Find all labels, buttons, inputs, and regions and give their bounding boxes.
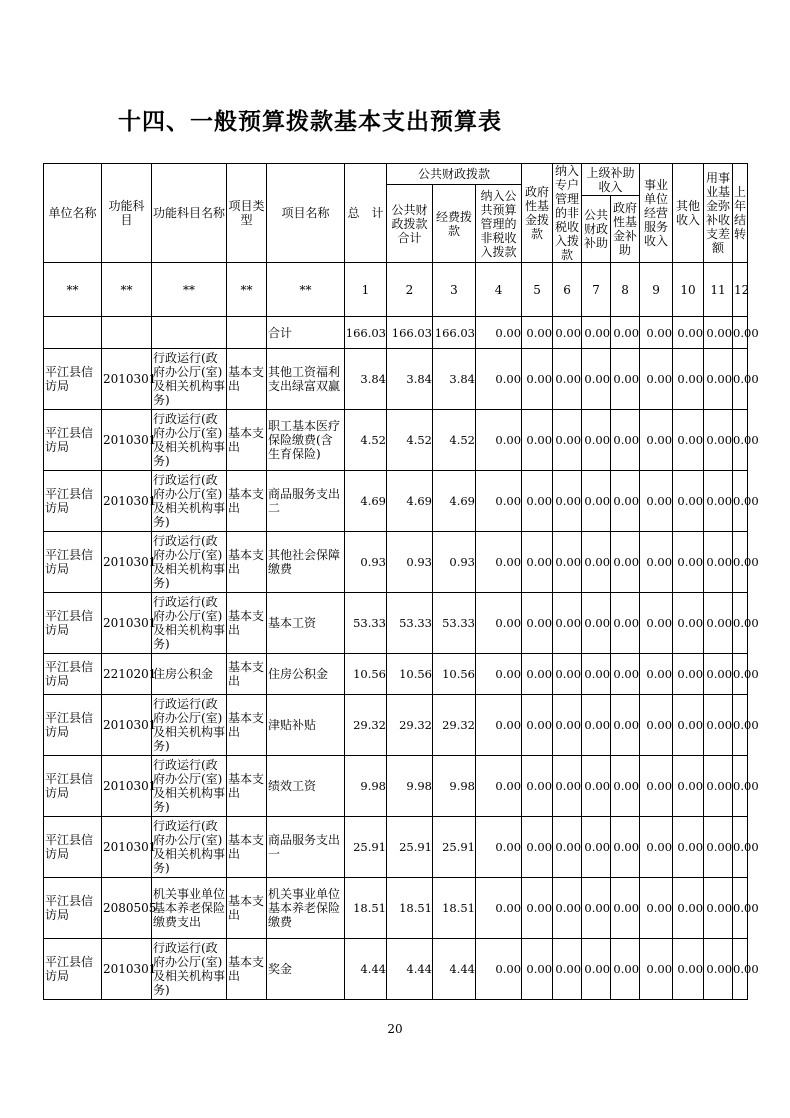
zero-cell: 0.00 (582, 410, 611, 471)
index-num: 7 (582, 263, 611, 317)
index-star: ** (152, 263, 227, 317)
pf-total-cell: 3.84 (387, 349, 433, 410)
zero-cell: 0.00 (582, 654, 611, 695)
pf-total-cell: 53.33 (387, 593, 433, 654)
total-label: 合计 (267, 317, 345, 349)
zero-cell: 0.00 (611, 532, 640, 593)
unit-cell: 平江县信访局 (44, 593, 102, 654)
zero-cell: 0.00 (704, 349, 733, 410)
func-name-cell: 行政运行(政府办公厅(室)及相关机构事务) (152, 532, 227, 593)
total-nontax: 0.00 (476, 317, 522, 349)
total-cell: 10.56 (345, 654, 387, 695)
func-name-cell: 行政运行(政府办公厅(室)及相关机构事务) (152, 695, 227, 756)
func-name-cell: 行政运行(政府办公厅(室)及相关机构事务) (152, 756, 227, 817)
header-func-code: 功能科目 (102, 164, 152, 263)
code-cell: 2010301 (102, 695, 152, 756)
total-cell: 4.69 (345, 471, 387, 532)
zero-cell: 0.00 (582, 349, 611, 410)
zero-cell: 0.00 (611, 410, 640, 471)
zero-cell: 0.00 (704, 471, 733, 532)
item-cell: 商品服务支出一 (267, 817, 345, 878)
zero-cell: 0.00 (704, 817, 733, 878)
header-upper-subsidy: 上级补助收入 (582, 164, 640, 196)
zero-cell: 0.00 (582, 756, 611, 817)
total-cell: 29.32 (345, 695, 387, 756)
nontax-cell: 0.00 (476, 654, 522, 695)
code-cell: 2210201 (102, 654, 152, 695)
unit-cell: 平江县信访局 (44, 654, 102, 695)
zero-cell: 0.00 (522, 756, 553, 817)
zero-cell: 0.00 (640, 532, 673, 593)
total-zero: 0.00 (733, 317, 748, 349)
index-num: 11 (704, 263, 733, 317)
total-zero: 0.00 (522, 317, 553, 349)
zero-cell: 0.00 (733, 939, 748, 1000)
item-cell: 住房公积金 (267, 654, 345, 695)
code-cell: 2010301 (102, 756, 152, 817)
funding-cell: 0.93 (433, 532, 476, 593)
total-zero: 0.00 (611, 317, 640, 349)
total-zero: 0.00 (640, 317, 673, 349)
zero-cell: 0.00 (733, 532, 748, 593)
zero-cell: 0.00 (640, 878, 673, 939)
code-cell: 2010301 (102, 349, 152, 410)
nontax-cell: 0.00 (476, 756, 522, 817)
nontax-cell: 0.00 (476, 410, 522, 471)
table-row (44, 939, 748, 1000)
zero-cell: 0.00 (611, 939, 640, 1000)
total-zero: 0.00 (553, 317, 582, 349)
item-cell: 职工基本医疗保险缴费(含生育保险) (267, 410, 345, 471)
header-pf-total: 公共财政拨款合计 (387, 185, 433, 263)
pf-total-cell: 4.52 (387, 410, 433, 471)
func-name-cell: 住房公积金 (152, 654, 227, 695)
pf-total-cell: 0.93 (387, 532, 433, 593)
total-pf: 166.03 (387, 317, 433, 349)
item-cell: 机关事业单位基本养老保险缴费 (267, 878, 345, 939)
zero-cell: 0.00 (640, 349, 673, 410)
zero-cell: 0.00 (553, 532, 582, 593)
header-upper-public: 公共财政补助 (582, 196, 611, 263)
header-public-finance: 公共财政拨款 (387, 164, 522, 185)
zero-cell: 0.00 (640, 695, 673, 756)
index-star: ** (267, 263, 345, 317)
zero-cell: 0.00 (522, 593, 553, 654)
index-num: 9 (640, 263, 673, 317)
funding-cell: 9.98 (433, 756, 476, 817)
total-zero: 0.00 (582, 317, 611, 349)
type-cell: 基本支出 (227, 349, 267, 410)
zero-cell: 0.00 (522, 939, 553, 1000)
table-row (44, 756, 748, 817)
zero-cell: 0.00 (704, 532, 733, 593)
page-number: 20 (387, 1022, 403, 1036)
pf-total-cell: 18.51 (387, 878, 433, 939)
zero-cell: 0.00 (553, 756, 582, 817)
func-name-cell: 行政运行(政府办公厅(室)及相关机构事务) (152, 410, 227, 471)
unit-cell: 平江县信访局 (44, 939, 102, 1000)
header-funding: 经费拨款 (433, 185, 476, 263)
index-star: ** (44, 263, 102, 317)
pf-total-cell: 10.56 (387, 654, 433, 695)
zero-cell: 0.00 (522, 878, 553, 939)
nontax-cell: 0.00 (476, 817, 522, 878)
zero-cell: 0.00 (640, 593, 673, 654)
zero-cell: 0.00 (733, 593, 748, 654)
zero-cell: 0.00 (611, 654, 640, 695)
zero-cell: 0.00 (611, 878, 640, 939)
header-carryover: 上年结转 (733, 164, 748, 263)
header-item-name: 项目名称 (267, 164, 345, 263)
index-num: 1 (345, 263, 387, 317)
zero-cell: 0.00 (553, 878, 582, 939)
header-item-type: 项目类型 (227, 164, 267, 263)
zero-cell: 0.00 (522, 817, 553, 878)
funding-cell: 4.44 (433, 939, 476, 1000)
func-name-cell: 行政运行(政府办公厅(室)及相关机构事务) (152, 817, 227, 878)
zero-cell: 0.00 (704, 878, 733, 939)
zero-cell: 0.00 (553, 471, 582, 532)
zero-cell: 0.00 (733, 654, 748, 695)
table-row (44, 654, 748, 695)
zero-cell: 0.00 (582, 878, 611, 939)
funding-cell: 29.32 (433, 695, 476, 756)
item-cell: 基本工资 (267, 593, 345, 654)
pf-total-cell: 25.91 (387, 817, 433, 878)
zero-cell: 0.00 (733, 471, 748, 532)
zero-cell: 0.00 (582, 593, 611, 654)
zero-cell: 0.00 (522, 349, 553, 410)
total-zero: 0.00 (704, 317, 733, 349)
unit-cell: 平江县信访局 (44, 878, 102, 939)
total-funding: 166.03 (433, 317, 476, 349)
unit-cell: 平江县信访局 (44, 756, 102, 817)
zero-cell: 0.00 (553, 593, 582, 654)
zero-cell: 0.00 (522, 532, 553, 593)
zero-cell: 0.00 (704, 695, 733, 756)
type-cell: 基本支出 (227, 654, 267, 695)
zero-cell: 0.00 (673, 471, 704, 532)
total-cell: 3.84 (345, 349, 387, 410)
total-cell: 9.98 (345, 756, 387, 817)
item-cell: 商品服务支出二 (267, 471, 345, 532)
zero-cell: 0.00 (522, 471, 553, 532)
funding-cell: 10.56 (433, 654, 476, 695)
zero-cell: 0.00 (673, 349, 704, 410)
item-cell: 其他社会保障缴费 (267, 532, 345, 593)
zero-cell: 0.00 (640, 410, 673, 471)
type-cell: 基本支出 (227, 695, 267, 756)
unit-cell: 平江县信访局 (44, 349, 102, 410)
zero-cell: 0.00 (673, 939, 704, 1000)
unit-cell: 平江县信访局 (44, 695, 102, 756)
type-cell: 基本支出 (227, 817, 267, 878)
zero-cell: 0.00 (704, 654, 733, 695)
header-total: 总 计 (345, 164, 387, 263)
funding-cell: 4.52 (433, 410, 476, 471)
table-row (44, 817, 748, 878)
header-special-nontax: 纳入专户管理的非税收入拨款 (553, 164, 582, 263)
zero-cell: 0.00 (640, 471, 673, 532)
funding-cell: 53.33 (433, 593, 476, 654)
table-row (44, 349, 748, 410)
zero-cell: 0.00 (704, 756, 733, 817)
unit-cell: 平江县信访局 (44, 817, 102, 878)
table-row (44, 695, 748, 756)
zero-cell: 0.00 (673, 695, 704, 756)
type-cell: 基本支出 (227, 532, 267, 593)
index-num: 6 (553, 263, 582, 317)
table-row (44, 878, 748, 939)
func-name-cell: 行政运行(政府办公厅(室)及相关机构事务) (152, 349, 227, 410)
zero-cell: 0.00 (673, 593, 704, 654)
index-num: 5 (522, 263, 553, 317)
code-cell: 2010301 (102, 593, 152, 654)
zero-cell: 0.00 (733, 878, 748, 939)
zero-cell: 0.00 (673, 817, 704, 878)
unit-cell: 平江县信访局 (44, 410, 102, 471)
zero-cell: 0.00 (522, 695, 553, 756)
zero-cell: 0.00 (553, 410, 582, 471)
type-cell: 基本支出 (227, 939, 267, 1000)
total-cell: 18.51 (345, 878, 387, 939)
zero-cell: 0.00 (733, 756, 748, 817)
zero-cell: 0.00 (522, 654, 553, 695)
code-cell: 2010301 (102, 471, 152, 532)
zero-cell: 0.00 (704, 410, 733, 471)
total-cell: 4.52 (345, 410, 387, 471)
item-cell: 津贴补贴 (267, 695, 345, 756)
header-func-name: 功能科目名称 (152, 164, 227, 263)
type-cell: 基本支出 (227, 410, 267, 471)
code-cell: 2010301 (102, 532, 152, 593)
zero-cell: 0.00 (522, 410, 553, 471)
zero-cell: 0.00 (553, 939, 582, 1000)
nontax-cell: 0.00 (476, 349, 522, 410)
funding-cell: 25.91 (433, 817, 476, 878)
table-row (44, 410, 748, 471)
zero-cell: 0.00 (733, 695, 748, 756)
zero-cell: 0.00 (582, 695, 611, 756)
zero-cell: 0.00 (553, 349, 582, 410)
pf-total-cell: 4.69 (387, 471, 433, 532)
header-other-income: 其他收入 (673, 164, 704, 263)
funding-cell: 18.51 (433, 878, 476, 939)
total-zero: 0.00 (673, 317, 704, 349)
zero-cell: 0.00 (611, 695, 640, 756)
zero-cell: 0.00 (553, 817, 582, 878)
zero-cell: 0.00 (733, 410, 748, 471)
table-row (44, 471, 748, 532)
func-name-cell: 行政运行(政府办公厅(室)及相关机构事务) (152, 471, 227, 532)
header-nontax: 纳入公共预算管理的非税收入拨款 (476, 185, 522, 263)
index-num: 8 (611, 263, 640, 317)
zero-cell: 0.00 (640, 939, 673, 1000)
func-name-cell: 行政运行(政府办公厅(室)及相关机构事务) (152, 593, 227, 654)
zero-cell: 0.00 (582, 471, 611, 532)
total-cell: 0.93 (345, 532, 387, 593)
header-upper-gov: 政府性基金补助 (611, 196, 640, 263)
zero-cell: 0.00 (553, 654, 582, 695)
type-cell: 基本支出 (227, 593, 267, 654)
index-num: 2 (387, 263, 433, 317)
zero-cell: 0.00 (704, 593, 733, 654)
unit-cell: 平江县信访局 (44, 471, 102, 532)
type-cell: 基本支出 (227, 878, 267, 939)
pf-total-cell: 4.44 (387, 939, 433, 1000)
zero-cell: 0.00 (611, 593, 640, 654)
zero-cell: 0.00 (611, 471, 640, 532)
funding-cell: 4.69 (433, 471, 476, 532)
zero-cell: 0.00 (673, 878, 704, 939)
nontax-cell: 0.00 (476, 471, 522, 532)
zero-cell: 0.00 (553, 695, 582, 756)
unit-cell: 平江县信访局 (44, 532, 102, 593)
header-gov-fund: 政府性基金拨款 (522, 164, 553, 263)
zero-cell: 0.00 (733, 817, 748, 878)
zero-cell: 0.00 (582, 817, 611, 878)
code-cell: 2010301 (102, 410, 152, 471)
total-cell: 53.33 (345, 593, 387, 654)
table-row (44, 593, 748, 654)
index-num: 12 (733, 263, 748, 317)
zero-cell: 0.00 (611, 349, 640, 410)
pf-total-cell: 29.32 (387, 695, 433, 756)
zero-cell: 0.00 (582, 532, 611, 593)
zero-cell: 0.00 (582, 939, 611, 1000)
item-cell: 其他工资福利支出绿富双赢 (267, 349, 345, 410)
header-business-income: 事业单位经营服务收入 (640, 164, 673, 263)
index-num: 10 (673, 263, 704, 317)
page-title: 十四、一般预算拨款基本支出预算表 (118, 109, 502, 135)
total-value: 166.03 (345, 317, 387, 349)
funding-cell: 3.84 (433, 349, 476, 410)
code-cell: 2080505 (102, 878, 152, 939)
header-fund-gap: 用事业基金弥补收支差额 (704, 164, 733, 263)
nontax-cell: 0.00 (476, 593, 522, 654)
type-cell: 基本支出 (227, 471, 267, 532)
nontax-cell: 0.00 (476, 939, 522, 1000)
zero-cell: 0.00 (673, 654, 704, 695)
total-cell: 25.91 (345, 817, 387, 878)
zero-cell: 0.00 (704, 939, 733, 1000)
index-row (44, 263, 748, 317)
index-num: 3 (433, 263, 476, 317)
total-cell: 4.44 (345, 939, 387, 1000)
zero-cell: 0.00 (733, 349, 748, 410)
zero-cell: 0.00 (640, 756, 673, 817)
header-unit-name: 单位名称 (44, 164, 102, 263)
nontax-cell: 0.00 (476, 695, 522, 756)
func-name-cell: 行政运行(政府办公厅(室)及相关机构事务) (152, 939, 227, 1000)
budget-table (43, 163, 759, 1000)
item-cell: 奖金 (267, 939, 345, 1000)
type-cell: 基本支出 (227, 756, 267, 817)
index-star: ** (227, 263, 267, 317)
nontax-cell: 0.00 (476, 878, 522, 939)
index-star: ** (102, 263, 152, 317)
item-cell: 绩效工资 (267, 756, 345, 817)
total-row (44, 317, 748, 349)
zero-cell: 0.00 (640, 817, 673, 878)
table-row (44, 532, 748, 593)
zero-cell: 0.00 (611, 756, 640, 817)
zero-cell: 0.00 (673, 410, 704, 471)
zero-cell: 0.00 (673, 532, 704, 593)
code-cell: 2010301 (102, 817, 152, 878)
zero-cell: 0.00 (640, 654, 673, 695)
code-cell: 2010301 (102, 939, 152, 1000)
index-num: 4 (476, 263, 522, 317)
pf-total-cell: 9.98 (387, 756, 433, 817)
nontax-cell: 0.00 (476, 532, 522, 593)
func-name-cell: 机关事业单位基本养老保险缴费支出 (152, 878, 227, 939)
zero-cell: 0.00 (673, 756, 704, 817)
zero-cell: 0.00 (611, 817, 640, 878)
